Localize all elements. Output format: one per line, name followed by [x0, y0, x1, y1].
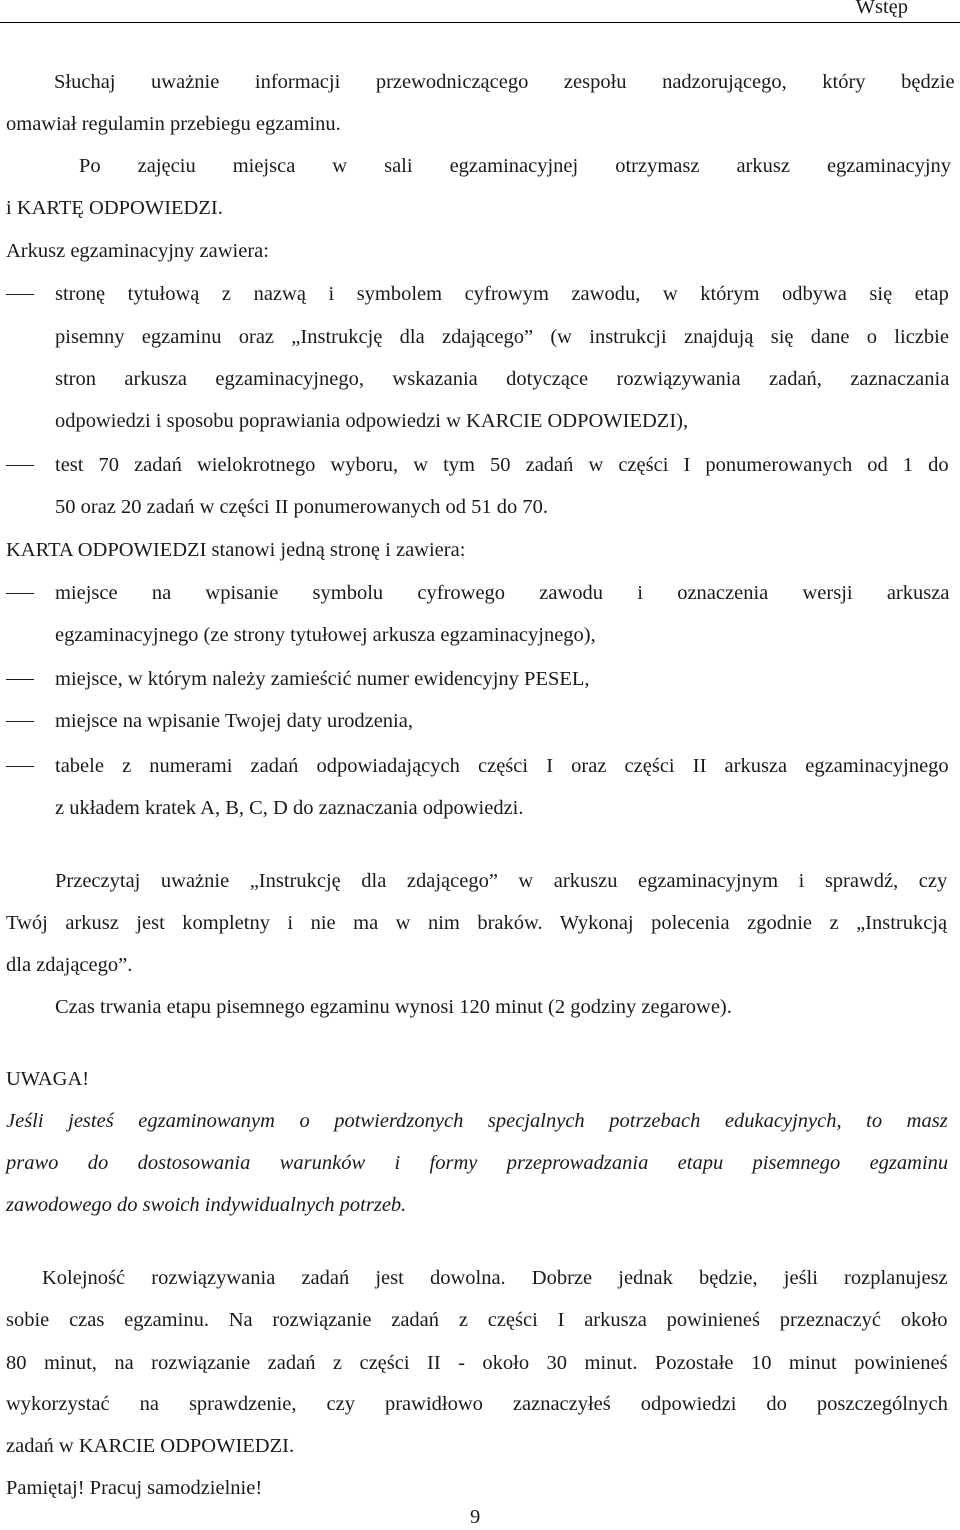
order-line3: 80 minut, na rozwiązanie zadań z części II - około 30 minut. Pozostałe 10 minut powinieneś	[6, 1352, 948, 1374]
bullet-dash	[6, 679, 34, 680]
karta-heading: KARTA ODPOWIEDZI stanowi jedną stronę i zawiera:	[6, 539, 466, 561]
bullet-dash	[6, 721, 34, 722]
read-line3: dla zdającego”.	[6, 954, 133, 976]
arkusz-item1-line2: pisemny egzaminu oraz „Instrukcję dla zdającego” (w instrukcji znajdują się dane o liczbie	[55, 326, 949, 348]
intro-p2-line1: Po zajęciu miejsca w sali egzaminacyjnej otrzymasz arkusz egzaminacyjny	[79, 155, 952, 177]
bullet-dash	[6, 766, 34, 767]
uwaga-line3: zawodowego do swoich indywidualnych potrzeb.	[6, 1194, 407, 1216]
karta-item4-line1: tabele z numerami zadań odpowiadających części I oraz części II arkusza egzaminacyjnego	[55, 755, 949, 777]
read-line1: Przeczytaj uważnie „Instrukcję dla zdającego” w arkuszu egzaminacyjnym i sprawdź, czy	[55, 870, 948, 892]
arkusz-item1-line1: stronę tytułową z nazwą i symbolem cyfrowym zawodu, w którym odbywa się etap	[55, 283, 949, 305]
exam-duration: Czas trwania etapu pisemnego egzaminu wynosi 120 minut (2 godziny zegarowe).	[55, 996, 732, 1018]
page-header	[0, 0, 960, 23]
karta-item2-line1: miejsce, w którym należy zamieścić numer ewidencyjny PESEL,	[55, 668, 590, 690]
arkusz-item2-line1: test 70 zadań wielokrotnego wyboru, w tym 50 zadań w części I ponumerowanych od 1 do	[55, 454, 949, 476]
read-line2: Twój arkusz jest kompletny i nie ma w nim braków. Wykonaj polecenia zgodnie z „Instrukcją	[6, 912, 948, 934]
intro-p1-line2: omawiał regulamin przebiegu egzaminu.	[6, 113, 341, 135]
bullet-dash	[6, 465, 34, 466]
arkusz-item2-line2: 50 oraz 20 zadań w części II ponumerowanych od 51 do 70.	[55, 496, 548, 518]
intro-p1-line1: Słuchaj uważnie informacji przewodniczącego zespołu nadzorującego, który będzie	[54, 71, 955, 93]
bullet-dash	[6, 294, 34, 295]
bullet-dash	[6, 593, 34, 594]
header-title: Wstęp	[855, 0, 908, 18]
page-number: 9	[470, 1506, 481, 1528]
uwaga-line2: prawo do dostosowania warunków i formy przeprowadzania etapu pisemnego egzaminu	[6, 1152, 949, 1174]
karta-item3-line1: miejsce na wpisanie Twojej daty urodzenia,	[55, 710, 413, 732]
closing-reminder: Pamiętaj! Pracuj samodzielnie!	[6, 1477, 263, 1499]
intro-p2-line2: i KARTĘ ODPOWIEDZI.	[6, 197, 223, 219]
order-line2: sobie czas egzaminu. Na rozwiązanie zadań z części I arkusza powinieneś przeznaczyć około	[6, 1309, 948, 1331]
karta-item4-line2: z układem kratek A, B, C, D do zaznaczania odpowiedzi.	[55, 797, 524, 819]
arkusz-item1-line4: odpowiedzi i sposobu poprawiania odpowiedzi w KARCIE ODPOWIEDZI),	[55, 410, 689, 432]
arkusz-item1-line3: stron arkusza egzaminacyjnego, wskazania dotyczące rozwiązywania zadań, zaznaczania	[55, 368, 950, 390]
order-line1: Kolejność rozwiązywania zadań jest dowolna. Dobrze jednak będzie, jeśli rozplanujesz	[42, 1267, 948, 1289]
uwaga-heading: UWAGA!	[6, 1068, 90, 1090]
karta-item1-line2: egzaminacyjnego (ze strony tytułowej arkusza egzaminacyjnego),	[55, 624, 596, 646]
uwaga-line1: Jeśli jesteś egzaminowanym o potwierdzonych specjalnych potrzebach edukacyjnych, to masz	[6, 1110, 948, 1132]
arkusz-heading: Arkusz egzaminacyjny zawiera:	[6, 240, 269, 262]
order-line4: wykorzystać na sprawdzenie, czy prawidłowo zaznaczyłeś odpowiedzi do poszczególnych	[6, 1393, 948, 1415]
karta-item1-line1: miejsce na wpisanie symbolu cyfrowego zawodu i oznaczenia wersji arkusza	[55, 582, 950, 604]
order-line5: zadań w KARCIE ODPOWIEDZI.	[6, 1435, 295, 1457]
